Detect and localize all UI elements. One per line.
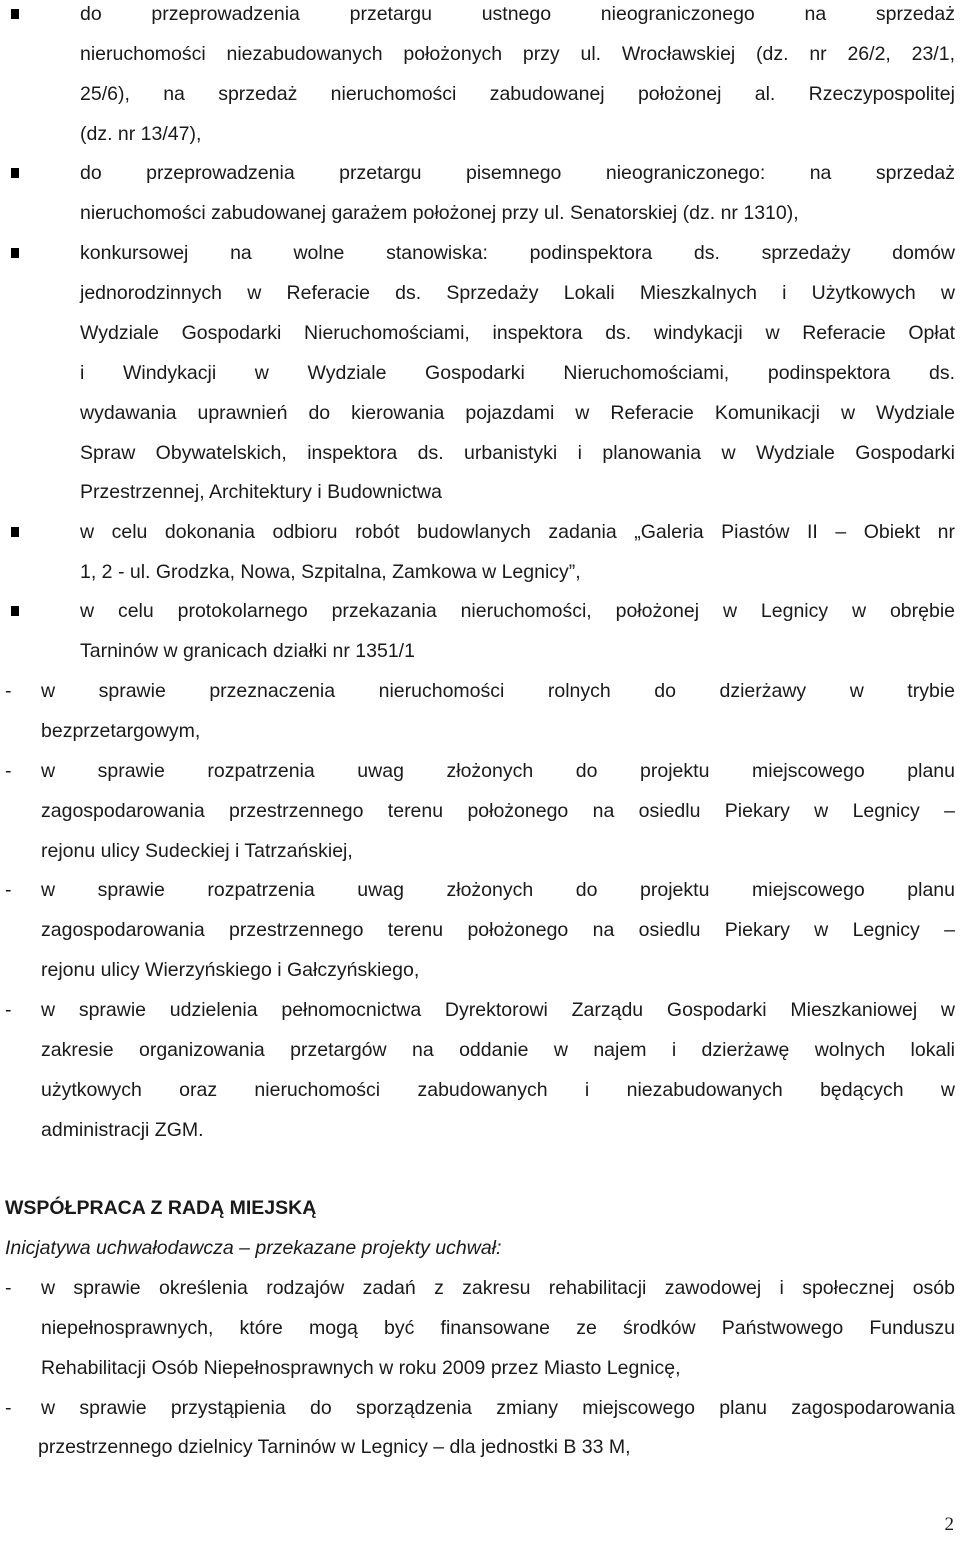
dash-marker: -	[5, 879, 12, 901]
bullet-square-icon	[11, 9, 19, 19]
dash-marker: -	[5, 1277, 12, 1299]
text-line: do przeprowadzenia przetargu ustnego nieograniczonego na sprzedaż	[80, 3, 955, 25]
text-line: wydawania uprawnień do kierowania pojazdami w Referacie Komunikacji w Wydziale	[80, 402, 955, 424]
text-line: Tarninów w granicach działki nr 1351/1	[80, 640, 415, 662]
text-line: (dz. nr 13/47),	[80, 123, 202, 145]
text-line: nieruchomości niezabudowanych położonych przy ul. Wrocławskiej (dz. nr 26/2, 23/1,	[80, 43, 955, 65]
dash-marker: -	[5, 680, 12, 702]
bullet-square-icon	[11, 606, 19, 616]
text-line: administracji ZGM.	[41, 1119, 204, 1141]
bullet-square-icon	[11, 168, 19, 178]
text-line: rejonu ulicy Wierzyńskiego i Gałczyńskiego,	[41, 959, 420, 981]
text-line: do przeprowadzenia przetargu pisemnego nieograniczonego: na sprzedaż	[80, 162, 955, 184]
section-heading: WSPÓŁPRACA Z RADĄ MIEJSKĄ	[5, 1197, 317, 1219]
text-line: Wydziale Gospodarki Nieruchomościami, inspektora ds. windykacji w Referacie Opłat	[80, 322, 955, 344]
text-line: Spraw Obywatelskich, inspektora ds. urbanistyki i planowania w Wydziale Gospodarki	[80, 442, 955, 464]
text-line: niepełnosprawnych, które mogą być finansowane ze środków Państwowego Funduszu	[41, 1317, 955, 1339]
text-line: użytkowych oraz nieruchomości zabudowanych i niezabudowanych będących w	[41, 1079, 955, 1101]
text-line: w sprawie udzielenia pełnomocnictwa Dyrektorowi Zarządu Gospodarki Mieszkaniowej w	[41, 999, 955, 1021]
text-line: i Windykacji w Wydziale Gospodarki Nieruchomościami, podinspektora ds.	[80, 362, 955, 384]
text-line: zagospodarowania przestrzennego terenu położonego na osiedlu Piekary w Legnicy –	[41, 919, 955, 941]
dash-marker: -	[5, 760, 12, 782]
dash-marker: -	[5, 999, 12, 1021]
page-number: 2	[944, 1514, 954, 1535]
text-line: rejonu ulicy Sudeckiej i Tatrzańskiej,	[41, 840, 353, 862]
section-subheading: Inicjatywa uchwałodawcza – przekazane projekty uchwał:	[5, 1237, 502, 1259]
text-line: w celu protokolarnego przekazania nieruchomości, położonej w Legnicy w obrębie	[80, 600, 955, 622]
text-line: w sprawie określenia rodzajów zadań z zakresu rehabilitacji zawodowej i społecznej osób	[41, 1277, 955, 1299]
text-line: jednorodzinnych w Referacie ds. Sprzedaży Lokali Mieszkalnych i Użytkowych w	[80, 282, 955, 304]
text-line: w sprawie przystąpienia do sporządzenia zmiany miejscowego planu zagospodarowania	[41, 1397, 955, 1419]
text-line: zakresie organizowania przetargów na oddanie w najem i dzierżawę wolnych lokali	[41, 1039, 955, 1061]
text-line: Przestrzennej, Architektury i Budownictwa	[80, 481, 442, 503]
text-line: w sprawie rozpatrzenia uwag złożonych do projektu miejscowego planu	[41, 879, 955, 901]
text-line: 1, 2 - ul. Grodzka, Nowa, Szpitalna, Zamkowa w Legnicy”,	[80, 561, 581, 583]
text-line: bezprzetargowym,	[41, 720, 201, 742]
text-line: 25/6), na sprzedaż nieruchomości zabudowanej położonej al. Rzeczypospolitej	[80, 83, 955, 105]
text-line: w sprawie przeznaczenia nieruchomości rolnych do dzierżawy w trybie	[41, 680, 955, 702]
text-line: zagospodarowania przestrzennego terenu położonego na osiedlu Piekary w Legnicy –	[41, 800, 955, 822]
text-line: w celu dokonania odbioru robót budowlanych zadania „Galeria Piastów II – Obiekt nr	[80, 521, 955, 543]
text-line: nieruchomości zabudowanej garażem położonej przy ul. Senatorskiej (dz. nr 1310),	[80, 202, 799, 224]
text-line: Rehabilitacji Osób Niepełnosprawnych w roku 2009 przez Miasto Legnicę,	[41, 1357, 681, 1379]
text-line: przestrzennego dzielnicy Tarninów w Legnicy – dla jednostki B 33 M,	[38, 1436, 631, 1458]
bullet-square-icon	[11, 248, 19, 258]
text-line: konkursowej na wolne stanowiska: podinspektora ds. sprzedaży domów	[80, 242, 955, 264]
text-line: w sprawie rozpatrzenia uwag złożonych do projektu miejscowego planu	[41, 760, 955, 782]
dash-marker: -	[5, 1397, 12, 1419]
bullet-square-icon	[11, 527, 19, 537]
